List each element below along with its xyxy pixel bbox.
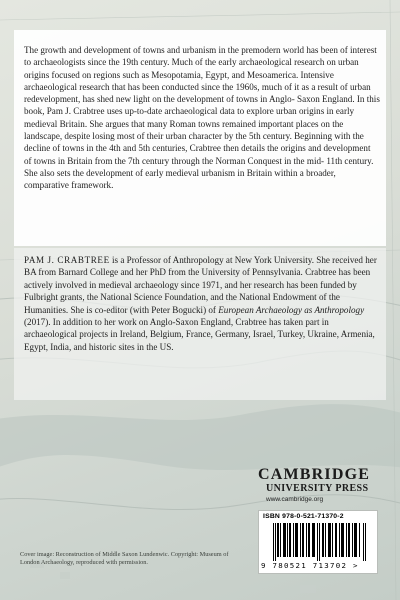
publisher-name-line1: CAMBRIDGE [258,466,371,483]
author-name: PAM J. CRABTREE [24,255,110,265]
book-description: The growth and development of towns and urbanism in the premodern world has been of interest to archaeologists since the 19th century. Much of the early archaeological research on urban origins focused on regions such as Mesopotamia, Egypt, and Mesoamerica. Intensive archaeological research that has been conducted since the 1960s, much of it as a result of urban redevelopment, has shed new light on the development of towns in Anglo- Saxon England. In this book, Pam J. Crabtree uses up-to-date archaeological data to explore urban origins in early medieval Britain. She argues that many Roman towns remained important places on the landscape, despite losing most of their urban character by the 5th century. Beginning with the decline of towns in the 4th and 5th centuries, Crabtree then details the origins and development of towns in Britain from the 7th century through the Norman Conquest in the mid- 11th century. She also sets the development of early medieval urbanism in Britain within a broader, comparative framework. [24,45,380,191]
publisher-url: www.cambridge.org [266,496,324,503]
barcode-digits: 9 780521 713702 > [261,561,359,570]
author-bio [24,254,380,353]
barcode-icon [273,523,367,561]
barcode-box [258,510,378,574]
cover-image-credit: Cover image: Reconstruction of Middle Saxon Lundenwic. Copyright: Museum of London Archaeology, reproduced with permission. [20,551,229,566]
publisher-name-line2: UNIVERSITY PRESS [266,483,369,494]
isbn-label: ISBN 978-0-521-71370-2 [263,513,344,520]
co-edited-book-title: European Archaeology as Anthropology [218,304,365,315]
publisher-logo [258,466,378,504]
author-bio-text-1: is a Professor of Anthropology at New York University. She received her BA from Barnard College and her PhD from the University of Pennsylvania. Crabtree has been actively involved in medieval archaeology since 1971, and her research has been funded by Fulbright grants, the National Science Foundation, and the National Endowment of the Humanities. She is co-editor (with Peter Bogucki) of [24,255,377,315]
author-bio-text-2: (2017). In addition to her work on Anglo-Saxon England, Crabtree has taken part in archaeological projects in Ireland, Belgium, France, Germany, Israel, Turkey, Ukraine, Armenia, Egypt, India, and historic sites in the US. [24,317,375,352]
